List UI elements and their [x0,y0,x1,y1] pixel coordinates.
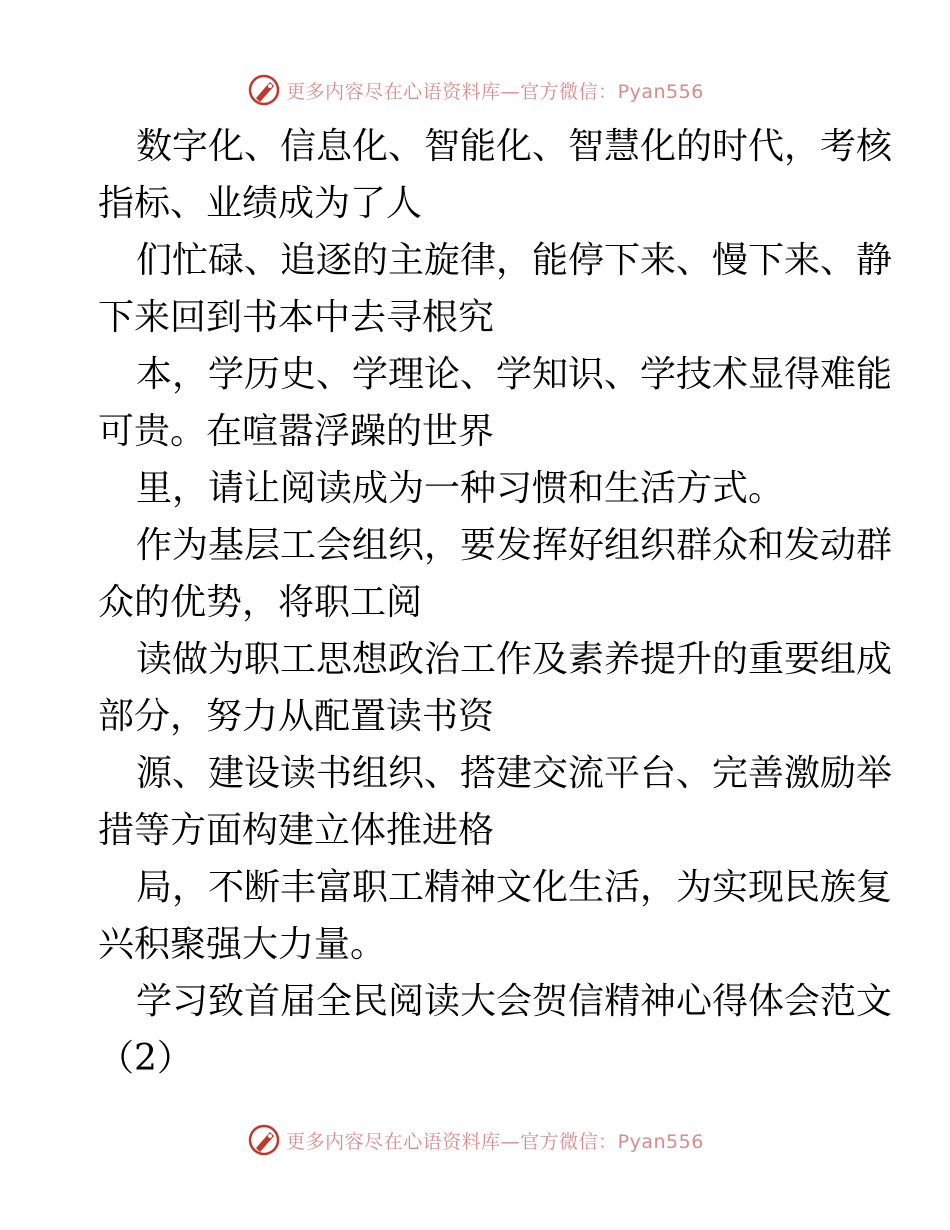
footer-watermark [0,1120,950,1160]
body-line: 措等方面构建立体推进格 [98,810,495,851]
body-line: 作为基层工会组织，要发挥好组织群众和发动群 [136,525,893,566]
body-line: 本，学历史、学理论、学知识、学技术显得难能 [136,354,893,395]
pen-nib-logo-icon [246,72,282,108]
body-line: 部分，努力从配置读书资 [98,696,495,737]
pen-nib-logo-icon [246,1122,282,1158]
watermark-text: 更多内容尽在心语资料库—官方微信：Pyan556 [286,1130,704,1153]
body-line: 局，不断丰富职工精神文化生活，为实现民族复 [136,867,893,908]
body-line: 指标、业绩成为了人 [98,183,423,224]
header-watermark [0,70,950,110]
body-line: 下来回到书本中去寻根究 [98,297,495,338]
body-line: 兴积聚强大力量。 [98,924,387,965]
body-line: 众的优势，将职工阅 [98,582,423,623]
section-title-suffix: （2） [98,1038,193,1079]
body-line: 源、建设读书组织、搭建交流平台、完善激励举 [136,753,893,794]
body-line: 读做为职工思想政治工作及素养提升的重要组成 [136,639,893,680]
body-line: 可贵。在喧嚣浮躁的世界 [98,411,495,452]
body-line: 数字化、信息化、智能化、智慧化的时代，考核 [136,126,893,167]
body-line: 们忙碌、追逐的主旋律，能停下来、慢下来、静 [136,240,893,281]
document-body [98,118,893,1087]
body-line: 里，请让阅读成为一种习惯和生活方式。 [136,468,785,509]
watermark-text: 更多内容尽在心语资料库—官方微信：Pyan556 [286,80,704,103]
section-title: 学习致首届全民阅读大会贺信精神心得体会范文 [136,981,893,1022]
